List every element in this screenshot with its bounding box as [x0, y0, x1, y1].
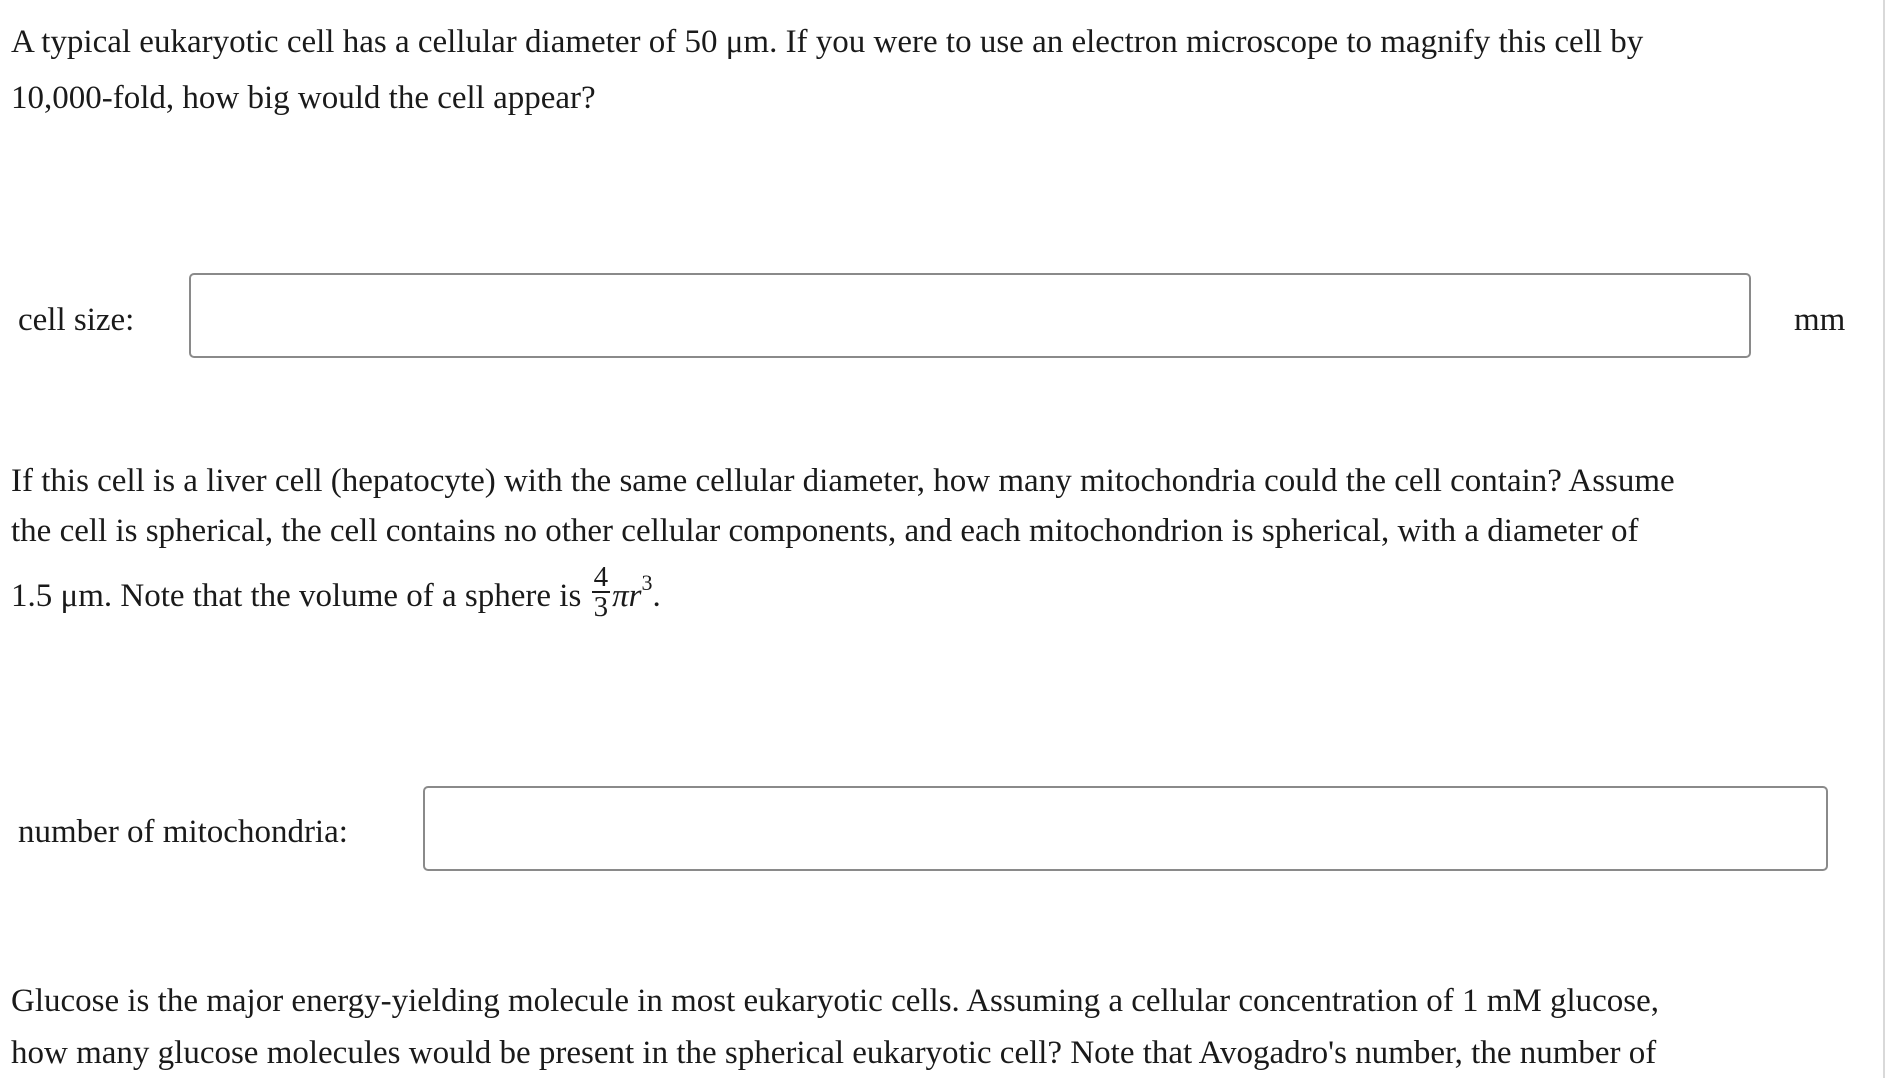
question3-line1: Glucose is the major energy-yielding molecule in most eukaryotic cells. Assuming a cellular concentration of 1 mM glucose, — [11, 983, 1660, 1019]
radius-symbol: r — [628, 578, 642, 614]
fraction-denominator: 3 — [593, 591, 609, 624]
mitochondria-input[interactable] — [423, 786, 1828, 871]
question1-line1: A typical eukaryotic cell has a cellular diameter of 50 μm. If you were to use an electron microscope to magnify this cell by — [11, 24, 1644, 60]
exponent: 3 — [641, 570, 653, 595]
fraction-numerator: 4 — [593, 561, 609, 594]
question1-text — [11, 14, 1861, 126]
cell-size-label: cell size: — [18, 302, 135, 338]
cell-size-unit: mm — [1794, 302, 1846, 338]
question2-line2: the cell is spherical, the cell contains no other cellular components, and each mitochondrion is spherical, with a diameter of — [11, 513, 1639, 549]
mitochondria-label: number of mitochondria: — [18, 814, 348, 850]
question1-line2: 10,000-fold, how big would the cell appear? — [11, 80, 596, 116]
question2-text — [11, 456, 1861, 627]
pi-symbol: π — [612, 578, 629, 614]
cell-size-input[interactable] — [189, 273, 1751, 358]
volume-fraction — [592, 561, 611, 624]
question3-text — [11, 975, 1861, 1079]
question2-line3 — [11, 556, 1861, 627]
sentence-end: . — [652, 578, 661, 614]
question3-line2: how many glucose molecules would be present in the spherical eukaryotic cell? Note that Avogadro's number, the number of — [11, 1035, 1657, 1071]
question2-line1: If this cell is a liver cell (hepatocyte) with the same cellular diameter, how many mitochondria could the cell contain? Assume — [11, 463, 1675, 499]
question2-line3-text: 1.5 μm. Note that the volume of a sphere is — [11, 578, 582, 614]
